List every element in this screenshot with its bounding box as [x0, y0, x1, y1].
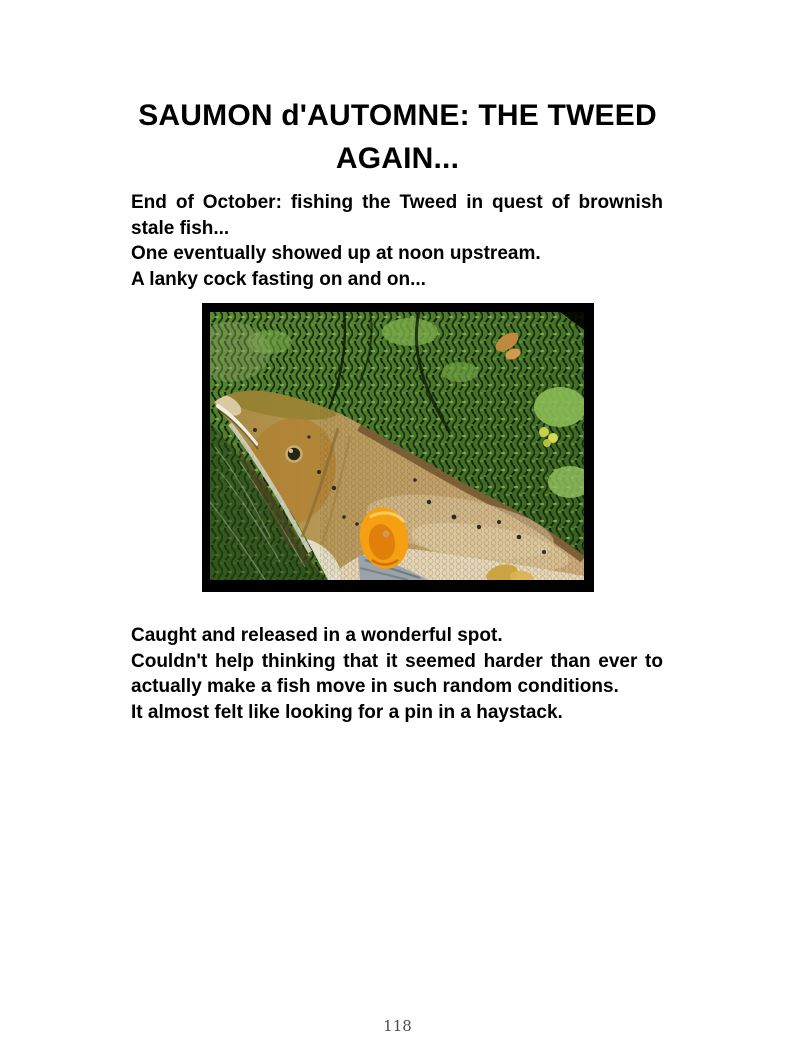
page-title [0, 0, 795, 180]
paragraph-intro [131, 190, 663, 292]
text-line: End of October: fishing the Tweed in quest of brownish [131, 192, 663, 213]
salmon-eye [286, 447, 301, 462]
salmon-photo [202, 303, 594, 592]
text-line: It almost felt like looking for a pin in a haystack. [131, 701, 563, 723]
title-line-1: SAUMON d'AUTOMNE: THE TWEED [138, 99, 657, 132]
text-line: stale fish... [131, 217, 230, 239]
text-line: Caught and released in a wonderful spot. [131, 625, 503, 646]
text-line: Couldn't help thinking that it seemed harder than ever to [131, 650, 663, 672]
text-line: One eventually showed up at noon upstream. [131, 243, 541, 264]
title-line-2: AGAIN... [335, 142, 460, 175]
text-line: actually make a fish move in such random conditions. [131, 676, 619, 697]
page-number: 118 [383, 1017, 412, 1035]
text-line: A lanky cock fasting on and on... [131, 268, 426, 290]
salmon-photo-illustration [210, 312, 584, 580]
paragraph-outro [131, 623, 663, 725]
